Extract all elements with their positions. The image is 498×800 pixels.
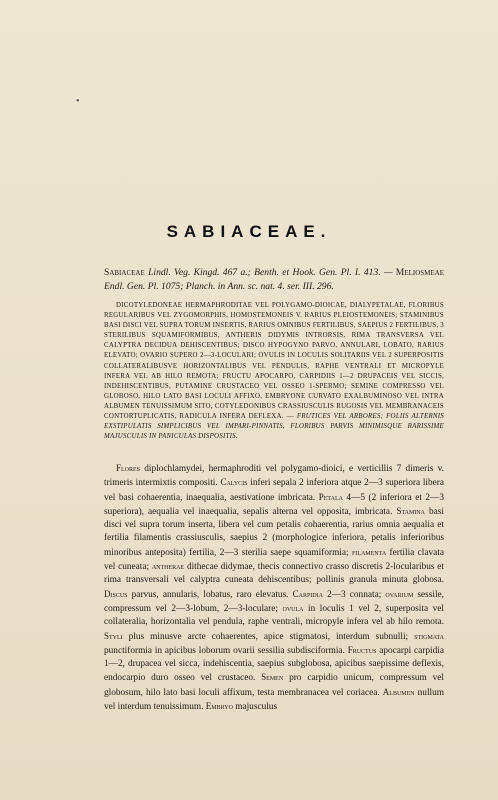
- description-term: stigmata: [414, 630, 444, 641]
- description-term: Semen: [261, 672, 284, 683]
- description-term: Calycis: [220, 477, 248, 488]
- description-text: fertilia clavata vel cuneata;: [104, 547, 444, 573]
- description-text: apocarpi carpidia 1—2, drupacea vel sicca, indehiscentia, saepius subglobosa, apicibus saepissime deflexis, endocarpio duro osseo vel crustaceo.: [104, 645, 444, 684]
- description-text: 2—3 connata;: [322, 589, 386, 600]
- description-text: inferi sepala 2 inferiora atque 2—3 superiora libera vel basi cohaerentia, inaequalia, aestivatione imbricata.: [104, 478, 444, 503]
- diagnosis-habit-text: FRUTICES VEL ARBORES; FOLIIS ALTERNIS EXSTIPULATIS SIMPLICIBUS VEL IMPARI-PINNATIS, FLORIBUS PARVIS MINIMISQUE RARISSIME MAJUSCULIS IN PANICULAS DISPOSITIS.: [104, 413, 445, 441]
- description-term: antherae: [151, 561, 185, 572]
- description-text: 4—5 (2 inferiora et 2—3 superiora), aequalia vel inaequalia, sepalis alterna vel opposita, imbricata.: [104, 492, 444, 517]
- description-term: ovula: [282, 602, 304, 613]
- page-mark: •: [76, 96, 80, 107]
- description-term: ovarium: [385, 588, 414, 599]
- description-text: parvus, annularis, lobatus, raro elevatus.: [127, 589, 293, 600]
- description-text: majusculus: [232, 702, 278, 713]
- description-text: nullum vel interdum tenuissimum.: [104, 687, 445, 713]
- reference-citation-2: Endl. Gen. Pl. 1075; Planch. in Ann. sc. nat. 4. ser. III. 296.: [104, 280, 334, 292]
- description-text: diplochlamydei, hermaphroditi vel polygamo-dioici, e verticillis 7 dimeris v. trimeris intermixtis compositi.: [104, 464, 444, 489]
- description-text: punctiformia in apicibus loborum ovarii sessilia subdisciformia.: [104, 645, 348, 656]
- description-text: pro carpidio unicum, compressum vel globosum, hilo lato basi loculi affixum, testa membranacea vel coriacea.: [104, 673, 444, 698]
- description-term: Petala: [318, 491, 343, 502]
- family-title: SABIACEAE.: [166, 222, 332, 241]
- description-term: Stamina: [396, 505, 425, 516]
- description-term: Styli: [104, 630, 123, 641]
- description-text: in loculis 1 vel 2, superposita vel collateralia, horizontalia vel pendula, raphe ventrali, micropyle infera vel ab hilo remota.: [104, 603, 444, 628]
- description-term: Discus: [104, 588, 128, 599]
- description-text: dithecae didymae, thecis connectivo crasso discretis 2-locularibus et rima transversali vel calyptra cuneata dehiscentibus; pollinis granula minuta globosa.: [104, 562, 444, 586]
- description-term: Flores: [116, 463, 141, 473]
- reference-citation-1: Lindl. Veg. Kingd. 467 a.; Benth. et Hook. Gen. Pl. I. 413. —: [148, 267, 396, 278]
- reference-name-1: Sabiaceae: [104, 267, 145, 278]
- references: [104, 266, 444, 293]
- description-text: plus minusve arcte cohaerentes, apice stigmatosi, interdum subnulli;: [122, 631, 415, 642]
- description-text: basi disci vel supra torum inserta, libera vel cum petalis cohaerentia, rarius omnia aequalia et fertilia filamentis crassiusculis, saepius 2 (morphologice inferiora, petalis inferioribus minoribus anteposita) fertilia, 2—3 sterilia saepe squamiformia;: [104, 506, 444, 558]
- description-paragraph: [104, 462, 444, 714]
- description-term: Albumen: [382, 686, 415, 697]
- diagnosis-paragraph: [104, 301, 444, 442]
- reference-name-2: Meliosmeae: [395, 267, 444, 278]
- description-term: filamenta: [351, 546, 387, 557]
- description-term: Fructus: [347, 644, 377, 655]
- diagnosis-text: DICOTYLEDONEAE HERMAPHRODITAE VEL POLYGAMO-DIOICAE, DIALYPETALAE, FLORIBUS REGULARIBUS VEL ZYGOMORPHIS, HOMOSTEMONEIS V. RARIUS PLEIOSTEMONEIS; STAMINIBUS BASI DISCI VEL SUPRA TORUM INSERTIS, RARIUS OMNIBUS FERTILIBUS, SAEPIUS 2 FERTILIBUS, 3 STERILIBUS SQUAMIFORMIBUS, ANTHERIS DIDYMIS INTRORSIS, RIMA TRANSVERSA VEL CALYPTRA DECIDUA DEHISCENTIBUS; DISCO HYPOGYNO PARVO, ANNULARI, LOBATO, RARIUS ELEVATO; OVARIO SUPERO 2—3-LOCULARI; OVULIS IN LOCULIS SOLITARIIS VEL 2 SUPERPOSITIS COLLATERALIBUSVE HORIZONTALIBUS VEL PENDULIS, RAPHE VENTRALI ET MICROPYLE INFERA VEL AB HILO REMOTA; FRUCTU APOCARPO, CARPIDIIS 1—2 DRUPACEIS VEL SICCIS, INDEHISCENTIBUS, PUTAMINE CRUSTACEO VEL OSSEO 1-SPERMO; SEMINE COMPRESSO VEL GLOBOSO, HILO LATO BASI LOCULI AFFIXO, EMBRYONE CURVATO EXALBUMINOSO VEL INTRA ALBUMEN TENUISSIMUM SITO, COTYLEDONIBUS CRASSIUSCULIS RUGOSIS VEL MEMBRANACEIS CONTORTUPLICATIS, RADICULA INFERA DEFLEXA. —: [104, 302, 444, 421]
- description-text: sessile, compressum vel 2—3-lobum, 2—3-loculare;: [104, 589, 445, 614]
- description-term: Embryo: [205, 701, 233, 712]
- description-term: Carpidia: [292, 588, 323, 599]
